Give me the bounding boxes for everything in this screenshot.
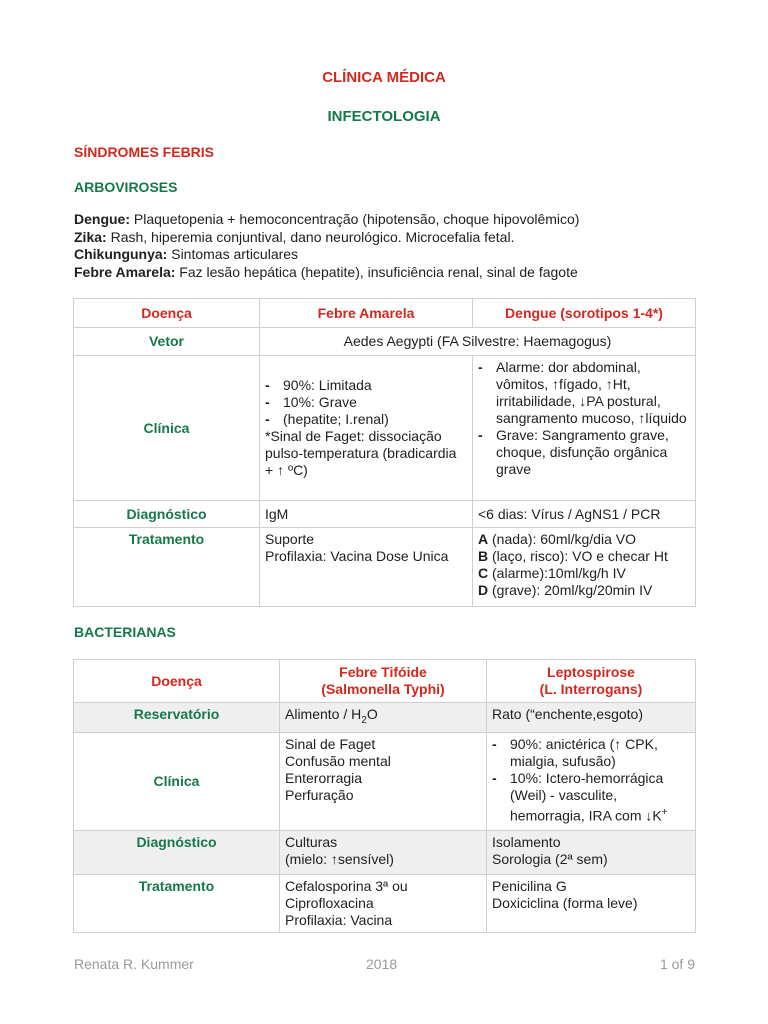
diagnostico-dengue: <6 dias: Vírus / AgNS1 / PCR xyxy=(473,501,696,528)
row-label: Tratamento xyxy=(74,528,260,607)
table-row-clinica xyxy=(74,356,696,501)
list-item: C (alarme):10ml/kg/h IV xyxy=(478,565,626,581)
definition-chikungunya: Chikungunya: Sintomas articulares xyxy=(74,246,299,262)
row-label: Vetor xyxy=(74,328,260,356)
table-header-row xyxy=(74,299,696,328)
header-cell: Doença xyxy=(74,299,260,328)
definition-febre-amarela: Febre Amarela: Faz lesão hepática (hepatite), insuficiência renal, sinal de fagote xyxy=(74,263,578,280)
arboviroses-table xyxy=(73,298,696,607)
list-item: D (grave): 20ml/kg/20min IV xyxy=(478,582,653,598)
clinica-febre-amarela xyxy=(260,356,473,501)
diagnostico-febre-amarela: IgM xyxy=(260,501,473,528)
reservatorio-tifoide: Alimento / $H_2O$ xyxy=(280,703,487,733)
list-item: - Grave: Sangramento grave, choque, disfunção orgânica grave xyxy=(478,427,669,477)
header-cell: Febre Tifóide (Salmonella Typhi) xyxy=(280,660,487,703)
diagnostico-tifoide: Culturas (mielo: ↑sensível) xyxy=(280,830,487,874)
clinica-dengue xyxy=(473,356,696,501)
diagnostico-leptospirose: Isolamento Sorologia (2ª sem) xyxy=(487,830,696,874)
faget-note: *Sinal de Faget: dissociação pulso-temperatura (bradicardia + ↑ ºC) xyxy=(265,428,457,478)
subsection-heading-arboviroses: ARBOVIROSES xyxy=(74,179,178,195)
header-cell: Febre Amarela xyxy=(260,299,473,328)
row-label: Diagnóstico xyxy=(74,830,280,874)
list-item: - 90%: Limitada xyxy=(265,377,372,393)
row-label: Clínica xyxy=(74,732,280,830)
clinica-leptospirose xyxy=(487,732,696,830)
footer-year: 2018 xyxy=(366,956,398,972)
section-heading: SÍNDROMES FEBRIS xyxy=(74,144,215,160)
definitions-list xyxy=(74,211,579,281)
row-label: Reservatório xyxy=(74,703,280,733)
list-item: - Alarme: dor abdominal, vômitos, ↑fígado, ↑Ht, irritabilidade, ↓PA postural, sangramento mucoso, ↑líquido xyxy=(478,359,687,426)
table-row-vetor xyxy=(74,328,696,356)
row-label: Clínica xyxy=(74,356,260,501)
list-item: - 10%: Grave xyxy=(265,394,357,410)
document-title: CLÍNICA MÉDICA xyxy=(322,69,446,86)
table-row-reservatorio xyxy=(74,703,696,733)
vetor-value: Aedes Aegypti (FA Silvestre: Haemagogus) xyxy=(260,328,696,356)
header-cell: Leptospirose (L. Interrogans) xyxy=(487,660,696,703)
table-row-tratamento xyxy=(74,528,696,607)
list-item: A (nada): 60ml/kg/dia VO xyxy=(478,531,636,547)
definition-dengue: Dengue: Plaquetopenia + hemoconcentração (hipotensão, choque hipovolêmico) xyxy=(74,211,580,227)
table-row-tratamento xyxy=(74,874,696,932)
list-item: - 90%: anictérica (↑ CPK, mialgia, sufusão) xyxy=(492,735,658,769)
definition-zika: Zika: Rash, hiperemia conjuntival, dano neurológico. Microcefalia fetal. xyxy=(74,228,515,245)
subsection-heading-bacterianas: BACTERIANAS xyxy=(74,624,176,640)
footer-author: Renata R. Kummer xyxy=(74,956,194,972)
reservatorio-leptospirose: Rato (“enchente,esgoto) xyxy=(487,703,696,733)
row-label: Diagnóstico xyxy=(74,501,260,528)
row-label: Tratamento xyxy=(74,874,280,932)
table-row-clinica xyxy=(74,732,696,830)
table-header-row xyxy=(74,660,696,703)
header-cell: Doença xyxy=(74,660,280,703)
list-item: - (hepatite; I.renal) xyxy=(265,411,389,427)
tratamento-tifoide: Cefalosporina 3ª ou Ciprofloxacina Profilaxia: Vacina xyxy=(280,874,487,932)
list-item: B (laço, risco): VO e checar Ht xyxy=(478,548,668,564)
clinica-tifoide: Sinal de Faget Confusão mental Enterorragia Perfuração xyxy=(280,732,487,830)
header-cell: Dengue (sorotipos 1-4*) xyxy=(473,299,696,328)
tratamento-leptospirose: Penicilina G Doxiciclina (forma leve) xyxy=(487,874,696,932)
bacterianas-table xyxy=(73,659,696,933)
tratamento-febre-amarela: Suporte Profilaxia: Vacina Dose Unica xyxy=(260,528,473,607)
tratamento-dengue xyxy=(473,528,696,607)
document-subtitle: INFECTOLOGIA xyxy=(327,108,441,125)
table-row-diagnostico xyxy=(74,501,696,528)
list-item: - 10%: Ictero-hemorrágica (Weil) - vasculite, hemorragia, IRA com ↓K+ xyxy=(492,769,668,824)
footer-page-number: 1 of 9 xyxy=(659,956,695,972)
table-row-diagnostico xyxy=(74,830,696,874)
